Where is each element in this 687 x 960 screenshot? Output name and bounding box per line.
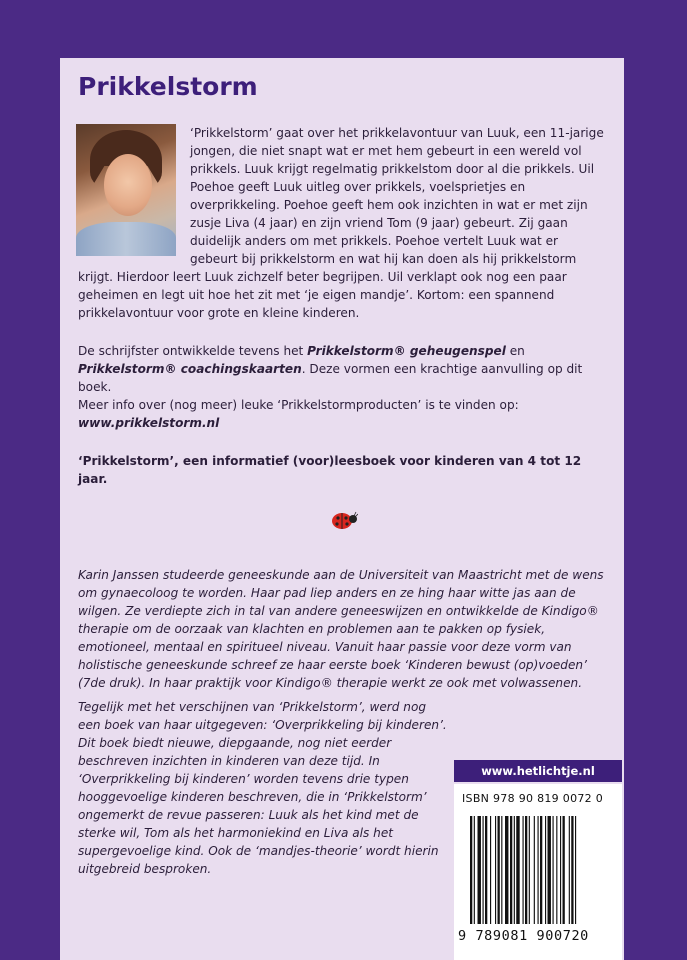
back-cover-panel <box>60 58 624 960</box>
book-title: Prikkelstorm <box>78 72 258 101</box>
tagline: ‘Prikkelstorm’, een informatief (voor)leesboek voor kinderen van 4 tot 12 jaar. <box>78 454 582 486</box>
intro-paragraph <box>78 124 606 322</box>
other-book-paragraph: Tegelijk met het verschijnen van ‘Prikkelstorm’, werd nog een boek van haar uitgegeven: ‘Overprikkeling bij kinderen’. Dit boek biedt nieuwe, diepgaande, nog niet eerder beschreven inzichten in kinderen van deze tijd. In ‘Overprikkeling bij kinderen’ worden tevens drie typen hooggevoelige kinderen beschreven, die in ‘Prikkelstorm’ ongemerkt de revue passeren: Luuk als het kind met de sterke wil, Tom als het harmoniekind en Liva als het supergevoelige kind. Ook de ‘mandjes-theorie’ wordt hierin uitgebreid besproken. <box>78 700 447 876</box>
isbn-barcode-box <box>454 784 622 960</box>
ladybug-icon <box>328 510 358 530</box>
barcode <box>470 816 610 924</box>
products-paragraph: De schrijfster ontwikkelde tevens het Prikkelstorm® geheugenspel en Prikkelstorm® coachingskaarten. Deze vormen een krachtige aanvulling op dit boek. <box>78 344 583 394</box>
publisher-website[interactable]: www.hetlichtje.nl <box>454 760 622 782</box>
intro-text: ‘Prikkelstorm’ gaat over het prikkelavontuur van Luuk, een 11-jarige jongen, die niet snapt wat er met hem gebeurt in een wereld vol prikkels. Luuk krijgt regelmatig prikkelstom door al die prikkels. Uil Poehoe geeft Luuk uitleg over prikkels, voelsprietjes en overprikkeling. Poehoe geeft hem ook inzichten in wat er met zijn zusje Liva (4 jaar) en zijn vriend Tom (9 jaar) gebeurt. Zij gaan duidelijk anders om met prikkels. Poehoe vertelt Luuk wat er gebeurt bij prikkelstorm en wat hij kan doen als hij prikkelstorm krijgt. Hierdoor leert Luuk zichzelf beter begrijpen. Uil verklapt ook nog een paar geheimen en legt uit hoe het zit met ‘je eigen mandje’. Kortom: een spannend prikkelavontuur voor grote en kleine kinderen. <box>78 126 604 320</box>
game-name: Prikkelstorm® geheugenspel <box>307 344 506 358</box>
cards-name: Prikkelstorm® coachingskaarten <box>78 362 302 376</box>
author-bio: Karin Janssen studeerde geneeskunde aan de Universiteit van Maastricht met de wens om gynaecoloog te worden. Haar pad liep anders en ze hing haar witte jas aan de wilgen. Ze verdiepte zich in tal van andere geneeswijzen en ontwikkelde de Kindigo® therapie om de oorzaak van klachten en problemen aan te pakken op fysiek, emotioneel, mentaal en spiritueel niveau. Vanuit haar passie voor deze vorm van holistische geneeskunde schreef ze haar eerste boek ‘Kinderen bewust (op)voeden’ (7de druk). In haar praktijk voor Kindigo® therapie werkt ze ook met volwassenen. <box>78 568 604 690</box>
isbn-number: ISBN 978 90 819 0072 0 <box>462 792 604 805</box>
barcode-number: 9 789081 900720 <box>458 928 589 944</box>
website-link[interactable]: www.prikkelstorm.nl <box>78 416 220 430</box>
info-paragraph: Meer info over (nog meer) leuke ‘Prikkelstormproducten’ is te vinden op: www.prikkelstorm.nl <box>78 398 519 430</box>
